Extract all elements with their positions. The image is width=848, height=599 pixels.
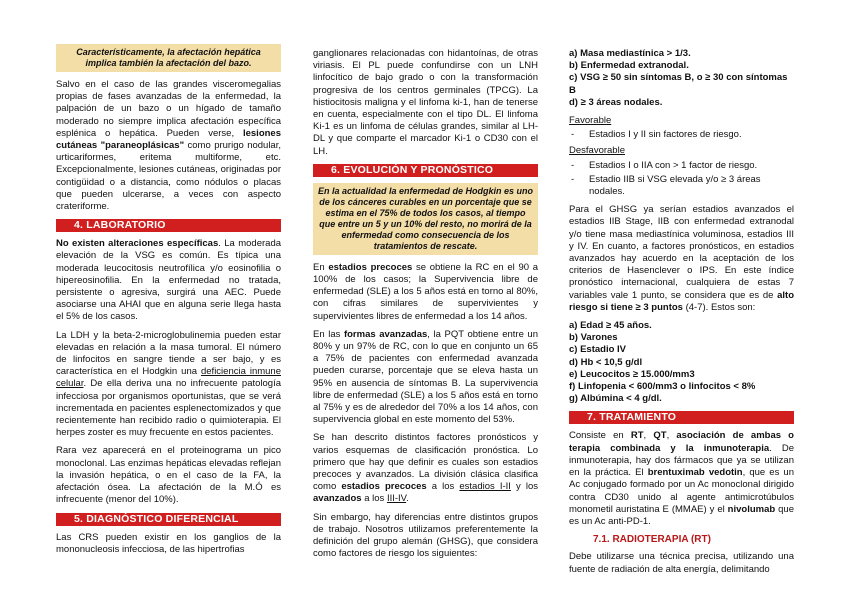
paragraph	[313, 262, 538, 323]
list-item: a) Edad ≥ 45 años.	[569, 320, 652, 332]
list-item: - Estadios I o IIA con > 1 factor de riesgo.	[569, 160, 794, 172]
highlight-box: Característicamente, la afectación hepática implica también la afectación del bazo.	[56, 44, 281, 72]
bold-text: avanzados	[313, 493, 362, 505]
list-item: c) Estadio IV	[569, 344, 627, 356]
text: a los	[426, 481, 460, 493]
paragraph	[56, 79, 281, 213]
section-heading-evolucion: 6. EVOLUCIÓN Y PRONÓSTICO	[313, 164, 538, 177]
ips-list	[569, 320, 794, 405]
list-item: a) Masa mediastínica > 1/3.	[569, 48, 691, 59]
text: como prurigo nodular, urticariformes, eritema multiforme, etc. Excepcionalmente, lesiones cutáneas, originadas por contigüidad o a distancia, como nódulos o placas que pueden ulcerarse, a veces con aspecto crateriforme.	[56, 140, 281, 213]
text: Salvo en el caso de las grandes visceromegalias propias de fases avanzadas de la enfermedad, la palpación de un bazo o un hígado de tamaño moderado no siempre implica afectación específica esplénica o hepática. Pueden verse,	[56, 79, 281, 139]
bold-text: lesiones cutáneas "paraneoplásicas"	[56, 127, 281, 152]
underlined-text: estadios I-II	[459, 481, 511, 493]
list-item: d) Hb < 10,5 g/dl	[569, 356, 643, 368]
text: ,	[643, 430, 654, 442]
risk-factor-list	[569, 48, 794, 109]
paragraph	[569, 430, 794, 528]
text: Para el GHSG ya serían estadios avanzados el estadios IIB Stage, IIB con enfermedad extranodal y/o tiene masa mediastínica voluminosa, estadios III y IV. En cuanto, a factores pronósticos, en estadios avanzados hay acuerdo en la aceptación de los criterios de Hasenclever o IPS. En este índice pronóstico internacional, cualquiera de estas 7 variables vale 1 punto, se considera que es de	[569, 204, 794, 301]
bold-text: nivolumab	[727, 503, 776, 515]
column-3	[569, 48, 794, 582]
desfavorable-label: Desfavorable	[569, 145, 625, 157]
text: , que es un Ac conjugado formado por un Ac monoclonal dirigido contra CD30 unido al agente antimicrotúbulos monometil auristatina E (MMAE) y el	[569, 467, 794, 515]
list-item: - Estadios I y II sin factores de riesgo.	[569, 129, 794, 141]
bold-text: RT	[630, 430, 644, 442]
bold-text: alto riesgo si tiene ≥ 3 puntos	[569, 289, 794, 313]
section-heading-laboratorio: 4. LABORATORIO	[56, 219, 281, 232]
column-2	[313, 48, 538, 567]
paragraph	[313, 432, 538, 505]
section-heading-tratamiento: 7. TRATAMIENTO	[569, 411, 794, 424]
text: Se han descrito distintos factores pronósticos y varios esquemas de clasificación pronóstica. Lo primero que hay que definir es cuales son estadios precoces y avanzados. La división clásica clasifica como	[313, 432, 538, 493]
text: La LDH y la beta-2-microglobulinemia pueden estar elevadas en relación a la masa tumoral. El número de linfocitos en sangre tiende a ser bajo, y es característica en el Hodgkin una	[56, 329, 281, 378]
text: En las	[313, 328, 344, 340]
list-item: b) Enfermedad extranodal.	[569, 60, 689, 72]
list-item: f) Linfopenia < 600/mm3 o linfocitos < 8%	[569, 381, 756, 393]
highlight-box: En la actualidad la enfermedad de Hodgkin es uno de los cánceres curables en un porcentaje que se estima en el 75% de todos los casos, al tiempo que entre un 5 y un 10% del resto, no morirá de la enfermedad como consecuencia de los tratamientos de rescate.	[313, 183, 538, 255]
paragraph: ganglionares relacionadas con hidantoínas, de otras viriasis. El PL puede confundirse con un LNH linfocítico de bajo grado o con la transformación progresiva de los centros germinales (TPCG). La histiocitosis maligna y el linfoma ki-1, han de tenerse en cuenta, especialmente con el tipo DL. El linfoma Ki-1 es un linfoma de células grandes, similar al LH-DL y que comparte el marcador Ki-1 o CD30 con el LH.	[313, 48, 538, 157]
text: que es un Ac anti-PD-1.	[569, 503, 794, 527]
list-item: b) Varones	[569, 332, 618, 344]
paragraph: Debe utilizarse una técnica precisa, utilizando una fuente de radiación de alta energía, delimitando	[569, 551, 794, 575]
text: .	[406, 493, 409, 505]
bold-text: QT	[653, 430, 667, 442]
list-item: - Estadio IIB si VSG elevada y/o ≥ 3 áreas nodales.	[569, 174, 794, 198]
text: (4-7). Estos son:	[682, 301, 756, 313]
paragraph: Las CRS pueden existir en los ganglios de la mononucleosis infecciosa, de las hipertrofias	[56, 531, 281, 555]
bold-text: asociación de ambas o terapia combinada y la inmunoterapia	[569, 430, 794, 454]
bold-text: estadios precoces	[341, 481, 427, 493]
paragraph	[313, 329, 538, 427]
text: . De inmunoterapia, hay dos fármacos que ya se utilizan en la práctica. El	[569, 442, 794, 479]
text: a los	[361, 493, 387, 505]
paragraph: Sin embargo, hay diferencias entre distintos grupos de trabajo. Nosotros utilizamos preferentemente la definición del grupo alemán (GHSG), que considera como factores de riesgo los siguientes:	[313, 511, 538, 560]
paragraph	[569, 204, 794, 314]
text: ,	[666, 430, 677, 442]
bold-text: brentuximab vedotin	[647, 467, 743, 479]
bold-text: estadios precoces	[328, 261, 413, 273]
paragraph: Rara vez aparecerá en el proteinograma un pico monoclonal. Las enzimas hepáticas elevadas reflejan la invasión hepática, o en el caso de la FA, la afectación ósea. La afectación de la M.Ó es infrecuente (menor del 10%).	[56, 445, 281, 506]
list-item: d) ≥ 3 áreas nodales.	[569, 96, 663, 108]
paragraph	[56, 238, 281, 323]
text: y los	[510, 481, 539, 493]
column-1	[56, 44, 281, 562]
underlined-text: deficiencia inmune celular	[56, 366, 281, 390]
text: . De ella deriva una no infrecuente patología infecciosa por organismos oportunistas, que se verá incrementada en pacientes esplenectomizados y que recientemente han recibido radio o quimioterapia. El herpes zoster es muy frecuente en estos pacientes.	[56, 378, 281, 439]
bold-text: No existen alteraciones específicas	[56, 238, 219, 250]
text: se obtiene la RC en el 90 a 100% de los casos; la Supervivencia libre de enfermedad (SLE) a los 5 años está en torno al 80%, con cifras similares de supervivientes y supervivientes libres de enfermedad a los 14 años.	[313, 261, 539, 322]
list-item: g) Albúmina < 4 g/dl.	[569, 393, 662, 405]
text: En	[313, 261, 329, 273]
text: . La moderada elevación de la VSG es común. Es típica una moderada leucocitosis neutrofílica y/o eosinofilia o hipereosinofilia. En la enfermedad no tratada, persistente o agresiva, surgirá una AEC. Puede asociarse una AHAI que en alguna serie llega hasta el 5% de los casos.	[56, 238, 282, 323]
paragraph	[56, 330, 281, 440]
text: Consiste en	[569, 430, 631, 442]
bold-text: formas avanzadas	[343, 328, 428, 340]
text: , la PQT obtiene entre un 80% y un 97% de RC, con lo que en conjunto un 65 a 75% de pacientes con enfermedad avanzada pueden curarse, porcentaje que se eleva hasta un 95% en ausencia de síntomas B. La supervivencia libre de enfermedad (SLE) a los 5 años está en torno al 75% y es de alrededor del 70% a los 14 años, con supervivencia global en este momento del 53%.	[313, 328, 539, 426]
underlined-text: III-IV	[386, 493, 407, 505]
list-item: e) Leucocitos ≥ 15.000/mm3	[569, 368, 695, 380]
favorable-label: Favorable	[569, 115, 612, 127]
section-heading-diagnostico: 5. DIAGNÓSTICO DIFERENCIAL	[56, 513, 281, 526]
list-item: c) VSG ≥ 50 sin síntomas B, o ≥ 30 con síntomas B	[569, 72, 788, 96]
subheading-radioterapia: 7.1. RADIOTERAPIA (RT)	[593, 534, 711, 546]
